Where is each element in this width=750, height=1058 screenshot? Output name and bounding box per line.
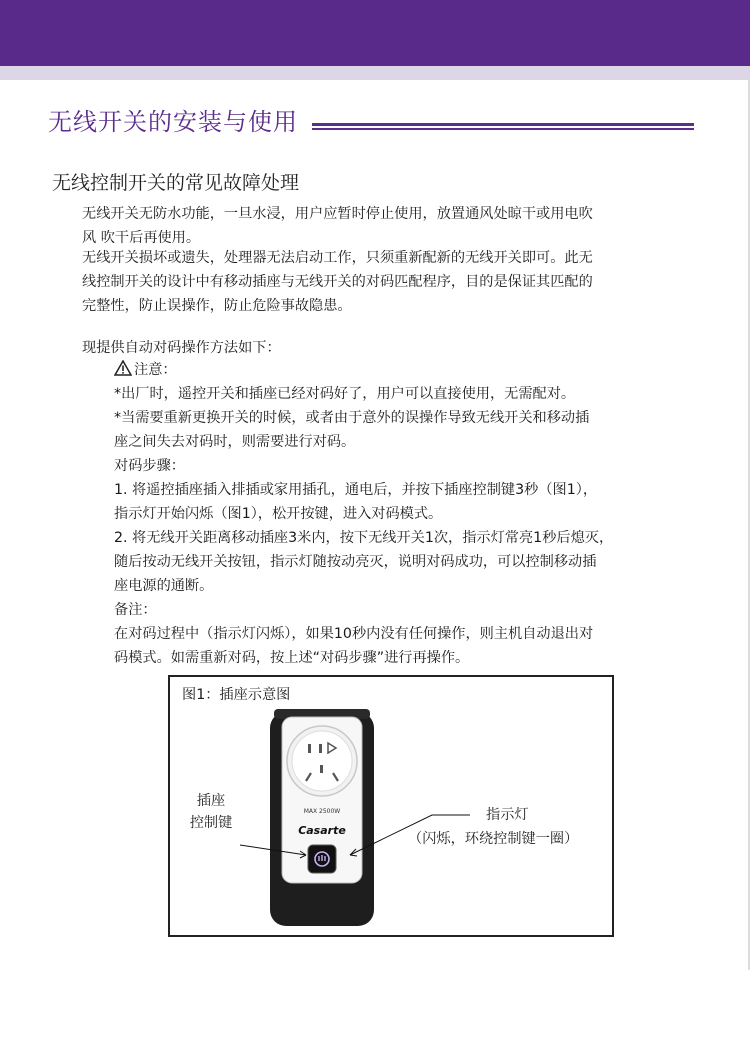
notice-item: *当需要重新更换开关的时候，或者由于意外的误操作导致无线开关和移动插 (114, 410, 590, 426)
label-indicator-note: （闪烁，环绕控制键一圈） (408, 831, 579, 847)
device-rating: MAX 2500W (303, 808, 341, 815)
remarks-heading: 备注： (114, 602, 157, 618)
page-title: 无线开关的安装与使用 (48, 108, 298, 136)
warning-icon (114, 360, 132, 376)
header-subband (0, 66, 750, 80)
remarks-text: 在对码过程中（指示灯闪烁），如果10秒内没有任何操作，则主机自动退出对 (114, 626, 594, 642)
notice-block: 注意： *出厂时，遥控开关和插座已经对码好了，用户可以直接使用，无需配对。 *当需要重新更换开关的时候，或者由于意外的误操作导致无线开关和移动插 座之间失去对码时，则需要进行对码。 对码步骤： 1. 将遥控插座插入排插或家用插孔，通电后，并按下插座控制键3秒（图1）， 指示灯开始闪烁（图1），松开按键，进入对码模式。 2. 将无线开关距离移动插座3米内，按下无线开关1次，指示灯常亮1秒后熄灭， 随后按动无线开关按钮，指示灯随按动亮灭，说明对码成功，可以控制移动插 座电源的通断。 备注： 在对码过程中（指示灯闪烁），如果10秒内没有任何操作，则主机自动退出对 码模式。如需重新对码，按上述“对码步骤”进行再操作。 (114, 358, 694, 670)
header-band (0, 0, 750, 66)
figure-caption: 图1：插座示意图 (182, 687, 291, 703)
paragraph-replacement: 无线开关损坏或遗失，处理器无法启动工作，只须重新配新的无线开关即可。此无 线控制开关的设计中有移动插座与无线开关的对码匹配程序，目的是保证其匹配的 完整性，防止误操作，防止危险事故隐患。 (82, 250, 593, 314)
label-indicator: 指示灯 (486, 807, 529, 823)
device-brand-logo: Casarte (298, 824, 346, 837)
notice-label: 注意： (134, 362, 177, 378)
intro-text: 现提供自动对码操作方法如下： (82, 340, 281, 356)
paragraph-waterproof: 无线开关无防水功能，一旦水浸，用户应暂时停止使用，放置通风处晾干或用电吹 风 吹干后再使用。 (82, 206, 593, 246)
figure-socket-diagram (168, 675, 614, 937)
step-item: 2. 将无线开关距离移动插座3米内，按下无线开关1次，指示灯常亮1秒后熄灭， (114, 530, 614, 546)
notice-item: *出厂时，遥控开关和插座已经对码好了，用户可以直接使用，无需配对。 (114, 386, 576, 402)
title-rule-thick (312, 123, 694, 126)
section-title: 无线控制开关的常见故障处理 (52, 172, 300, 194)
label-control-key: 插座 控制键 (189, 793, 233, 831)
steps-heading: 对码步骤： (114, 458, 185, 474)
title-rule-thin (312, 128, 694, 130)
step-item: 1. 将遥控插座插入排插或家用插孔，通电后，并按下插座控制键3秒（图1）， (114, 482, 598, 498)
socket-illustration (170, 677, 616, 939)
